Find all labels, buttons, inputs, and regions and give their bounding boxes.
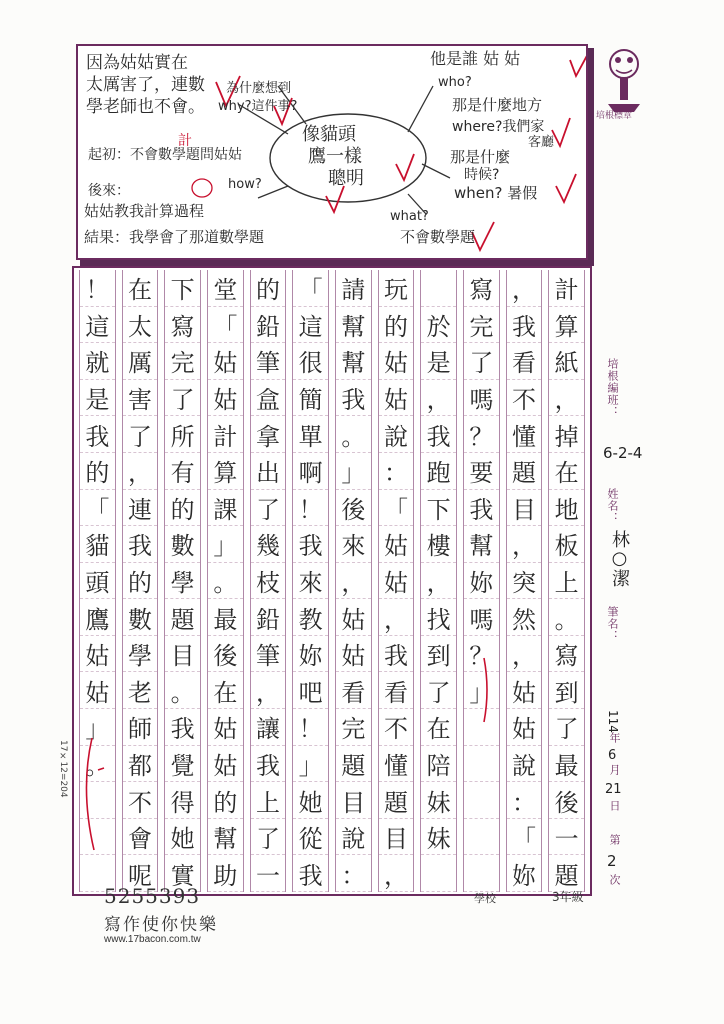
grid-cell: 姑 (208, 746, 243, 783)
grid-cell: 的 (251, 270, 286, 307)
grid-cell: 來 (293, 563, 328, 600)
grid-cell: 題 (165, 599, 200, 636)
grid-cell: 吧 (293, 672, 328, 709)
mindmap-box (76, 44, 588, 260)
class-value: 6-2-4 (603, 444, 643, 462)
grid-cell: 太 (123, 307, 158, 344)
year-value: 114 (606, 710, 620, 733)
count-value: 2 (607, 852, 617, 870)
grid-cell: 目 (165, 636, 200, 673)
grid-cell: 算 (549, 307, 584, 344)
grid-cell: 妹 (421, 782, 456, 819)
grid-cell: 簡 (293, 380, 328, 417)
grid-cell: 樓 (421, 526, 456, 563)
pen-name-label: 筆名： (606, 606, 619, 642)
grid-cell: 跑 (421, 453, 456, 490)
grid-cell: ？ (464, 416, 499, 453)
grid-cell: 的 (123, 563, 158, 600)
who-line-1: 他是誰 姑 姑 (430, 49, 521, 68)
grid-cell: 到 (549, 672, 584, 709)
grid-cell: 從 (293, 819, 328, 856)
what-answer: 不會數學題 (400, 228, 476, 246)
where-line-1: 那是什麼地方 (452, 96, 543, 114)
what-question: what? (390, 209, 429, 224)
center-line-1: 像貓頭 (302, 124, 356, 145)
grid-cell: 嗎 (464, 599, 499, 636)
grid-cell: 我 (80, 416, 115, 453)
day-label: 日 (608, 800, 621, 812)
grid-cell: 最 (208, 599, 243, 636)
document-number: 5255393 (104, 884, 201, 908)
grid-cell: 會 (123, 819, 158, 856)
grid-cell: 幫 (464, 526, 499, 563)
stamp-label: 培根標章 (596, 111, 633, 121)
grid-cell: 。 (165, 672, 200, 709)
grid-cell: 嗎 (464, 380, 499, 417)
grid-cell: 於 (421, 307, 456, 344)
grid-cell: 幫 (336, 343, 371, 380)
grid-cell: 在 (208, 672, 243, 709)
grid-cell: 寫 (464, 270, 499, 307)
grid-cell: 「 (293, 270, 328, 307)
grid-cell: 師 (123, 709, 158, 746)
grid-cell: 的 (165, 490, 200, 527)
left-note-line-3: 學老師也不會。 (86, 97, 205, 117)
grid-cell: 的 (208, 782, 243, 819)
grid-cell: 姑 (80, 672, 115, 709)
month-value: 6 (608, 748, 617, 763)
grid-cell: 妳 (293, 636, 328, 673)
grid-cell: 請 (336, 270, 371, 307)
grid-cell: 姑 (379, 343, 414, 380)
grid-cell: ， (421, 380, 456, 417)
grid-cell: 出 (251, 453, 286, 490)
grid-cell: 一 (549, 819, 584, 856)
grid-cell: 老 (123, 672, 158, 709)
grid-cell: 」 (464, 672, 499, 709)
grid-cell: 看 (336, 672, 371, 709)
grid-cell: 說 (507, 746, 542, 783)
grid-cell: 「 (208, 307, 243, 344)
grid-cell: 教 (293, 599, 328, 636)
grid-cell: 」 (336, 453, 371, 490)
grid-cell: 「 (507, 819, 542, 856)
grid-cell: 鉛 (251, 307, 286, 344)
count-label-prefix: 第 (608, 834, 621, 846)
grid-cell: 厲 (123, 343, 158, 380)
grid-cell: 姑 (336, 599, 371, 636)
grid-cell: 姑 (507, 709, 542, 746)
grid-cell: 就 (80, 343, 115, 380)
left-note-line-2: 太厲害了，連數 (86, 75, 205, 95)
how-line-1: 起初：不會數學題問姑姑 (88, 147, 242, 163)
grid-cell: 我 (293, 526, 328, 563)
grid-cell: 了 (165, 380, 200, 417)
grid-cell: 掉 (549, 416, 584, 453)
grid-cell: ？ (464, 636, 499, 673)
grid-cell: 有 (165, 453, 200, 490)
grid-cell: 姑 (208, 380, 243, 417)
center-line-3: 聰明 (328, 168, 364, 189)
grid-cell: 我 (379, 636, 414, 673)
grid-cell: ： (336, 855, 371, 892)
grid-cell: ： (507, 782, 542, 819)
grid-cell: 然 (507, 599, 542, 636)
grid-cell: 讓 (251, 709, 286, 746)
grid-cell: 數 (165, 526, 200, 563)
grid-cell: 題 (379, 782, 414, 819)
grid-cell: ， (507, 270, 542, 307)
grid-cell: ， (379, 855, 414, 892)
class-label: 培根編班： (606, 358, 619, 418)
grid-cell: 頭 (80, 563, 115, 600)
grid-cell: 完 (165, 343, 200, 380)
grid-cell: 「 (379, 490, 414, 527)
day-value: 21 (605, 782, 622, 797)
grid-cell: 完 (336, 709, 371, 746)
grid-cell: 紙 (549, 343, 584, 380)
grid-cell: 姑 (507, 672, 542, 709)
grid-cell: 鷹 (80, 599, 115, 636)
grid-cell: 」 (80, 709, 115, 746)
grid-cell: 筆 (251, 636, 286, 673)
grid-cell: 都 (123, 746, 158, 783)
grade-label: 3年級 (552, 890, 584, 904)
grid-cell: ， (379, 599, 414, 636)
school-label: 學校 (474, 892, 496, 905)
grid-cell: 在 (549, 453, 584, 490)
when-line-1: 那是什麼 (450, 148, 511, 166)
how-correction: 計 (178, 133, 192, 149)
grid-cell: 姑 (379, 380, 414, 417)
grid-cell: 懂 (379, 746, 414, 783)
grid-cell: 了 (251, 819, 286, 856)
grid-cell: 。 (549, 599, 584, 636)
center-line-2: 鷹一樣 (308, 146, 362, 167)
month-label: 月 (608, 764, 621, 776)
grid-cell: 目 (507, 490, 542, 527)
grid-cell: 陪 (421, 746, 456, 783)
grid-cell: 地 (549, 490, 584, 527)
where-line-3: 客廳 (528, 135, 555, 150)
grid-cell: 了 (251, 490, 286, 527)
grid-cell: 姑 (336, 636, 371, 673)
grid-cell: 啊 (293, 453, 328, 490)
grid-cell: 姑 (208, 709, 243, 746)
how-line-2: 後來： (88, 183, 130, 199)
grid-cell: 我 (421, 416, 456, 453)
grid-cell: 說 (336, 819, 371, 856)
grid-cell: 實 (165, 855, 200, 892)
grid-cell: 她 (293, 782, 328, 819)
name-label: 姓名： (606, 488, 619, 524)
brand-url: www.17bacon.com.tw (104, 934, 201, 945)
why-question-2: why?這件事? (218, 99, 298, 114)
grid-cell: 計 (208, 416, 243, 453)
grid-cell: 課 (208, 490, 243, 527)
how-line-3: 姑姑教我計算過程 (84, 202, 205, 220)
grid-cell: 找 (421, 599, 456, 636)
grid-cell: 我 (123, 526, 158, 563)
grid-cell: 後 (549, 782, 584, 819)
grid-cell: 。 (208, 563, 243, 600)
grid-cell: 拿 (251, 416, 286, 453)
grid-cell: ： (379, 453, 414, 490)
grid-cell: 寫 (165, 307, 200, 344)
grid-cell: 妳 (464, 563, 499, 600)
when-line-2: 時候? (464, 167, 500, 183)
grid-cell: 我 (251, 746, 286, 783)
grid-cell: 後 (208, 636, 243, 673)
grid-cell: ！ (293, 709, 328, 746)
grid-cell: 筆 (251, 343, 286, 380)
grid-cell: 助 (208, 855, 243, 892)
grid-cell: 看 (507, 343, 542, 380)
grid-cell: 了 (421, 672, 456, 709)
grid-cell: 不 (507, 380, 542, 417)
when-line-3: when? 暑假 (454, 184, 538, 202)
grid-cell: ， (549, 380, 584, 417)
grid-cell: 。 (80, 746, 115, 783)
grid-cell: ， (421, 563, 456, 600)
grid-cell: 妹 (421, 819, 456, 856)
grid-cell: 要 (464, 453, 499, 490)
grid-cell: ， (507, 636, 542, 673)
grid-cell: 到 (421, 636, 456, 673)
grid-cell: 所 (165, 416, 200, 453)
grid-cell: 這 (80, 307, 115, 344)
grid-cell: 。 (336, 416, 371, 453)
grid-cell: 學 (165, 563, 200, 600)
grid-cell: 盒 (251, 380, 286, 417)
grid-cell: 了 (123, 416, 158, 453)
grid-cell: 是 (80, 380, 115, 417)
grid-cell: 呢 (123, 855, 158, 892)
grid-cell: 下 (421, 490, 456, 527)
grid-cell: 幾 (251, 526, 286, 563)
grid-cell: 姑 (379, 526, 414, 563)
grid-cell: 了 (549, 709, 584, 746)
name-value: 林○潔 (609, 530, 630, 587)
grid-cell: 堂 (208, 270, 243, 307)
grid-cell: 在 (123, 270, 158, 307)
grid-cell: 題 (336, 746, 371, 783)
grid-cell: 覺 (165, 746, 200, 783)
how-question: how? (228, 177, 262, 192)
grid-cell: 幫 (208, 819, 243, 856)
grid-cell: 完 (464, 307, 499, 344)
grid-cell: 後 (336, 490, 371, 527)
grid-cell: 玩 (379, 270, 414, 307)
grid-cell: 她 (165, 819, 200, 856)
grid-cell: ！ (80, 270, 115, 307)
grid-cell: 算 (208, 453, 243, 490)
grid-cell: 的 (80, 453, 115, 490)
grid-cell: 來 (336, 526, 371, 563)
grid-size-label: 17×12=204 (58, 740, 68, 798)
grid-cell: 我 (336, 380, 371, 417)
year-label: 年 (608, 732, 621, 744)
brand-slogan: 寫作使你快樂 (104, 915, 218, 935)
grid-cell: 板 (549, 526, 584, 563)
grid-cell: 的 (379, 307, 414, 344)
grid-cell: 目 (379, 819, 414, 856)
grid-cell: 幫 (336, 307, 371, 344)
grid-cell: 」 (208, 526, 243, 563)
why-question-1: 為什麼想到 (226, 81, 292, 96)
grid-cell: 說 (379, 416, 414, 453)
grid-cell: 懂 (507, 416, 542, 453)
grid-cell: 上 (251, 782, 286, 819)
grid-cell: 姑 (379, 563, 414, 600)
grid-cell: 姑 (80, 636, 115, 673)
grid-cell: 鉛 (251, 599, 286, 636)
grid-cell: 連 (123, 490, 158, 527)
grid-cell: 學 (123, 636, 158, 673)
grid-cell: 看 (379, 672, 414, 709)
grid-cell: 突 (507, 563, 542, 600)
grid-cell: 我 (293, 855, 328, 892)
grid-cell: 下 (165, 270, 200, 307)
grid-cell: 「 (80, 490, 115, 527)
grid-cell: 我 (464, 490, 499, 527)
grid-cell: 了 (464, 343, 499, 380)
grid-cell: 姑 (208, 343, 243, 380)
grid-cell: ， (123, 453, 158, 490)
grid-cell: 很 (293, 343, 328, 380)
grid-cell: 妳 (507, 855, 542, 892)
grid-cell: 不 (379, 709, 414, 746)
how-line-4: 結果：我學會了那道數學題 (84, 228, 265, 246)
grid-cell: 數 (123, 599, 158, 636)
grid-cell: 計 (549, 270, 584, 307)
grid-cell: 這 (293, 307, 328, 344)
grid-cell: 題 (507, 453, 542, 490)
grid-cell: 是 (421, 343, 456, 380)
left-note-line-1: 因為姑姑實在 (86, 53, 188, 73)
grid-cell: 題 (549, 855, 584, 892)
grid-cell: ， (336, 563, 371, 600)
grid-cell: 寫 (549, 636, 584, 673)
grid-cell: 在 (421, 709, 456, 746)
grid-cell: 目 (336, 782, 371, 819)
grid-cell: 枝 (251, 563, 286, 600)
grid-cell: 不 (123, 782, 158, 819)
grid-cell: ！ (293, 490, 328, 527)
grid-cell: 單 (293, 416, 328, 453)
grid-cell: 貓 (80, 526, 115, 563)
grid-cell: 最 (549, 746, 584, 783)
who-line-2: who? (438, 75, 472, 90)
grid-corrections (76, 270, 588, 892)
grid-cell: 害 (123, 380, 158, 417)
grid-cell: 」 (293, 746, 328, 783)
grid-cell: 得 (165, 782, 200, 819)
grid-cell: ， (251, 672, 286, 709)
where-line-2: where?我們家 (452, 119, 545, 135)
grid-cell: 一 (251, 855, 286, 892)
grid-cell: 我 (507, 307, 542, 344)
grid-cell: ， (507, 526, 542, 563)
grid-cell: 上 (549, 563, 584, 600)
count-label-suffix: 次 (608, 874, 621, 886)
grid-cell: 我 (165, 709, 200, 746)
